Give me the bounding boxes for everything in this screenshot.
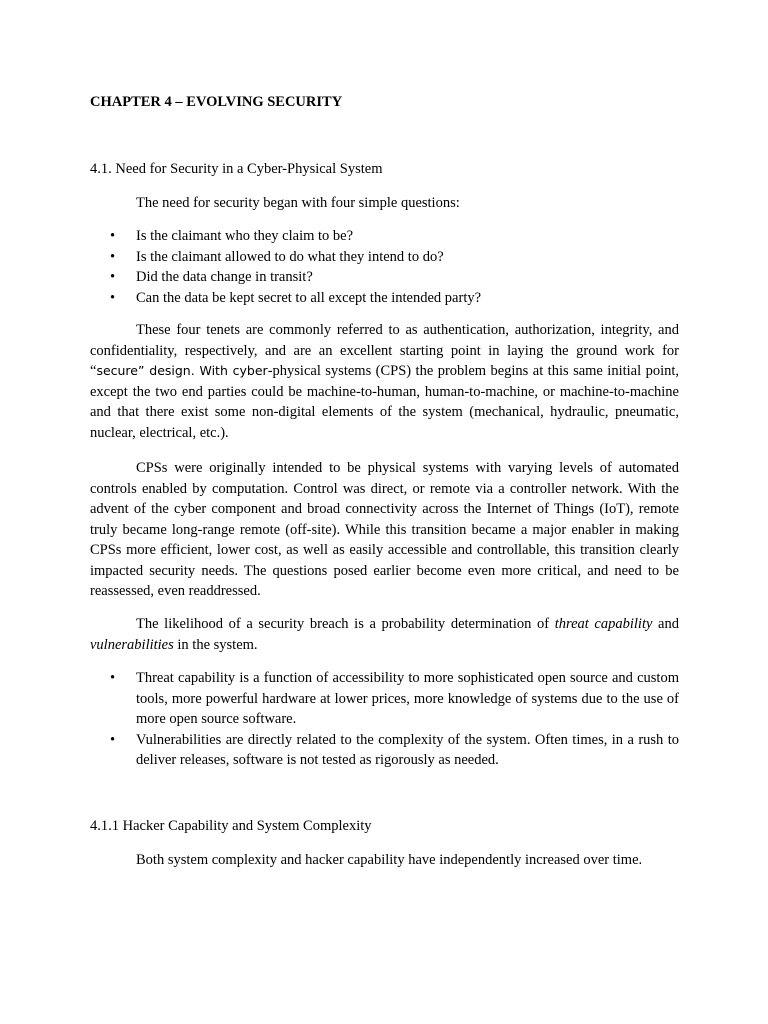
paragraph-cps-history: CPSs were originally intended to be physical systems with varying levels of automated controls enabled by computation. Control was direct, or remote via a controller network. With the advent of the cyber component and broad connectivity across the Internet of Things (IoT), remote truly became long-range remote (off-site). While this transition became a major enabler in making CPSs more efficient, lower cost, as well as easily accessible and controllable, this transition clearly impacted security needs. The questions posed earlier become even more critical, and need to be reassessed, even readdressed. bbox=[90, 460, 679, 599]
list-item: • Did the data change in transit? bbox=[90, 267, 679, 288]
list-item: • Is the claimant who they claim to be? bbox=[90, 226, 679, 247]
bullet-icon: • bbox=[110, 670, 116, 686]
factors-list bbox=[90, 668, 679, 771]
section-intro: The need for security began with four simple questions: bbox=[136, 195, 460, 211]
chapter-title: CHAPTER 4 – EVOLVING SECURITY bbox=[90, 94, 343, 110]
document-page bbox=[90, 0, 679, 1024]
bullet-icon: • bbox=[110, 228, 116, 244]
bullet-icon: • bbox=[110, 248, 116, 265]
list-item: • Threat capability is a function of accessibility to more sophisticated open source and custom tools, more powerful hardware at lower prices, more knowledge of systems due to the use of more open source software. bbox=[110, 670, 679, 727]
section-heading-4-1-1: 4.1.1 Hacker Capability and System Complexity bbox=[90, 818, 372, 834]
paragraph-tenets: These four tenets are commonly referred to as authentication, authorization, integrity, and confidentiality, respectively, and are an excellent starting point in laying the ground work for “secure” design. With cyber-physical systems (CPS) the problem begins at this same initial point, except the two end parties could be machine-to-human, human-to-machine, or machine-to-machine and that there exist some non-digital elements of the system (mechanical, hydraulic, pneumatic, nuclear, electrical, etc.). bbox=[90, 322, 680, 441]
list-item: • Is the claimant allowed to do what they intend to do? bbox=[90, 247, 679, 268]
list-item: • Vulnerabilities are directly related to the complexity of the system. Often times, in a rush to deliver releases, software is not tested as rigorously as needed. bbox=[110, 731, 679, 768]
bullet-icon: • bbox=[110, 289, 116, 306]
bullet-icon: • bbox=[110, 269, 116, 285]
list-item: • Can the data be kept secret to all except the intended party? bbox=[90, 288, 679, 309]
section-heading-4-1: 4.1. Need for Security in a Cyber-Physical System bbox=[90, 161, 383, 177]
paragraph-breach-likelihood: The likelihood of a security breach is a probability determination of threat capability and vulnerabilities in the system. bbox=[90, 616, 679, 653]
paragraph-complexity: Both system complexity and hacker capability have independently increased over time. bbox=[136, 852, 643, 868]
questions-list bbox=[90, 226, 679, 308]
bullet-icon: • bbox=[110, 731, 116, 748]
